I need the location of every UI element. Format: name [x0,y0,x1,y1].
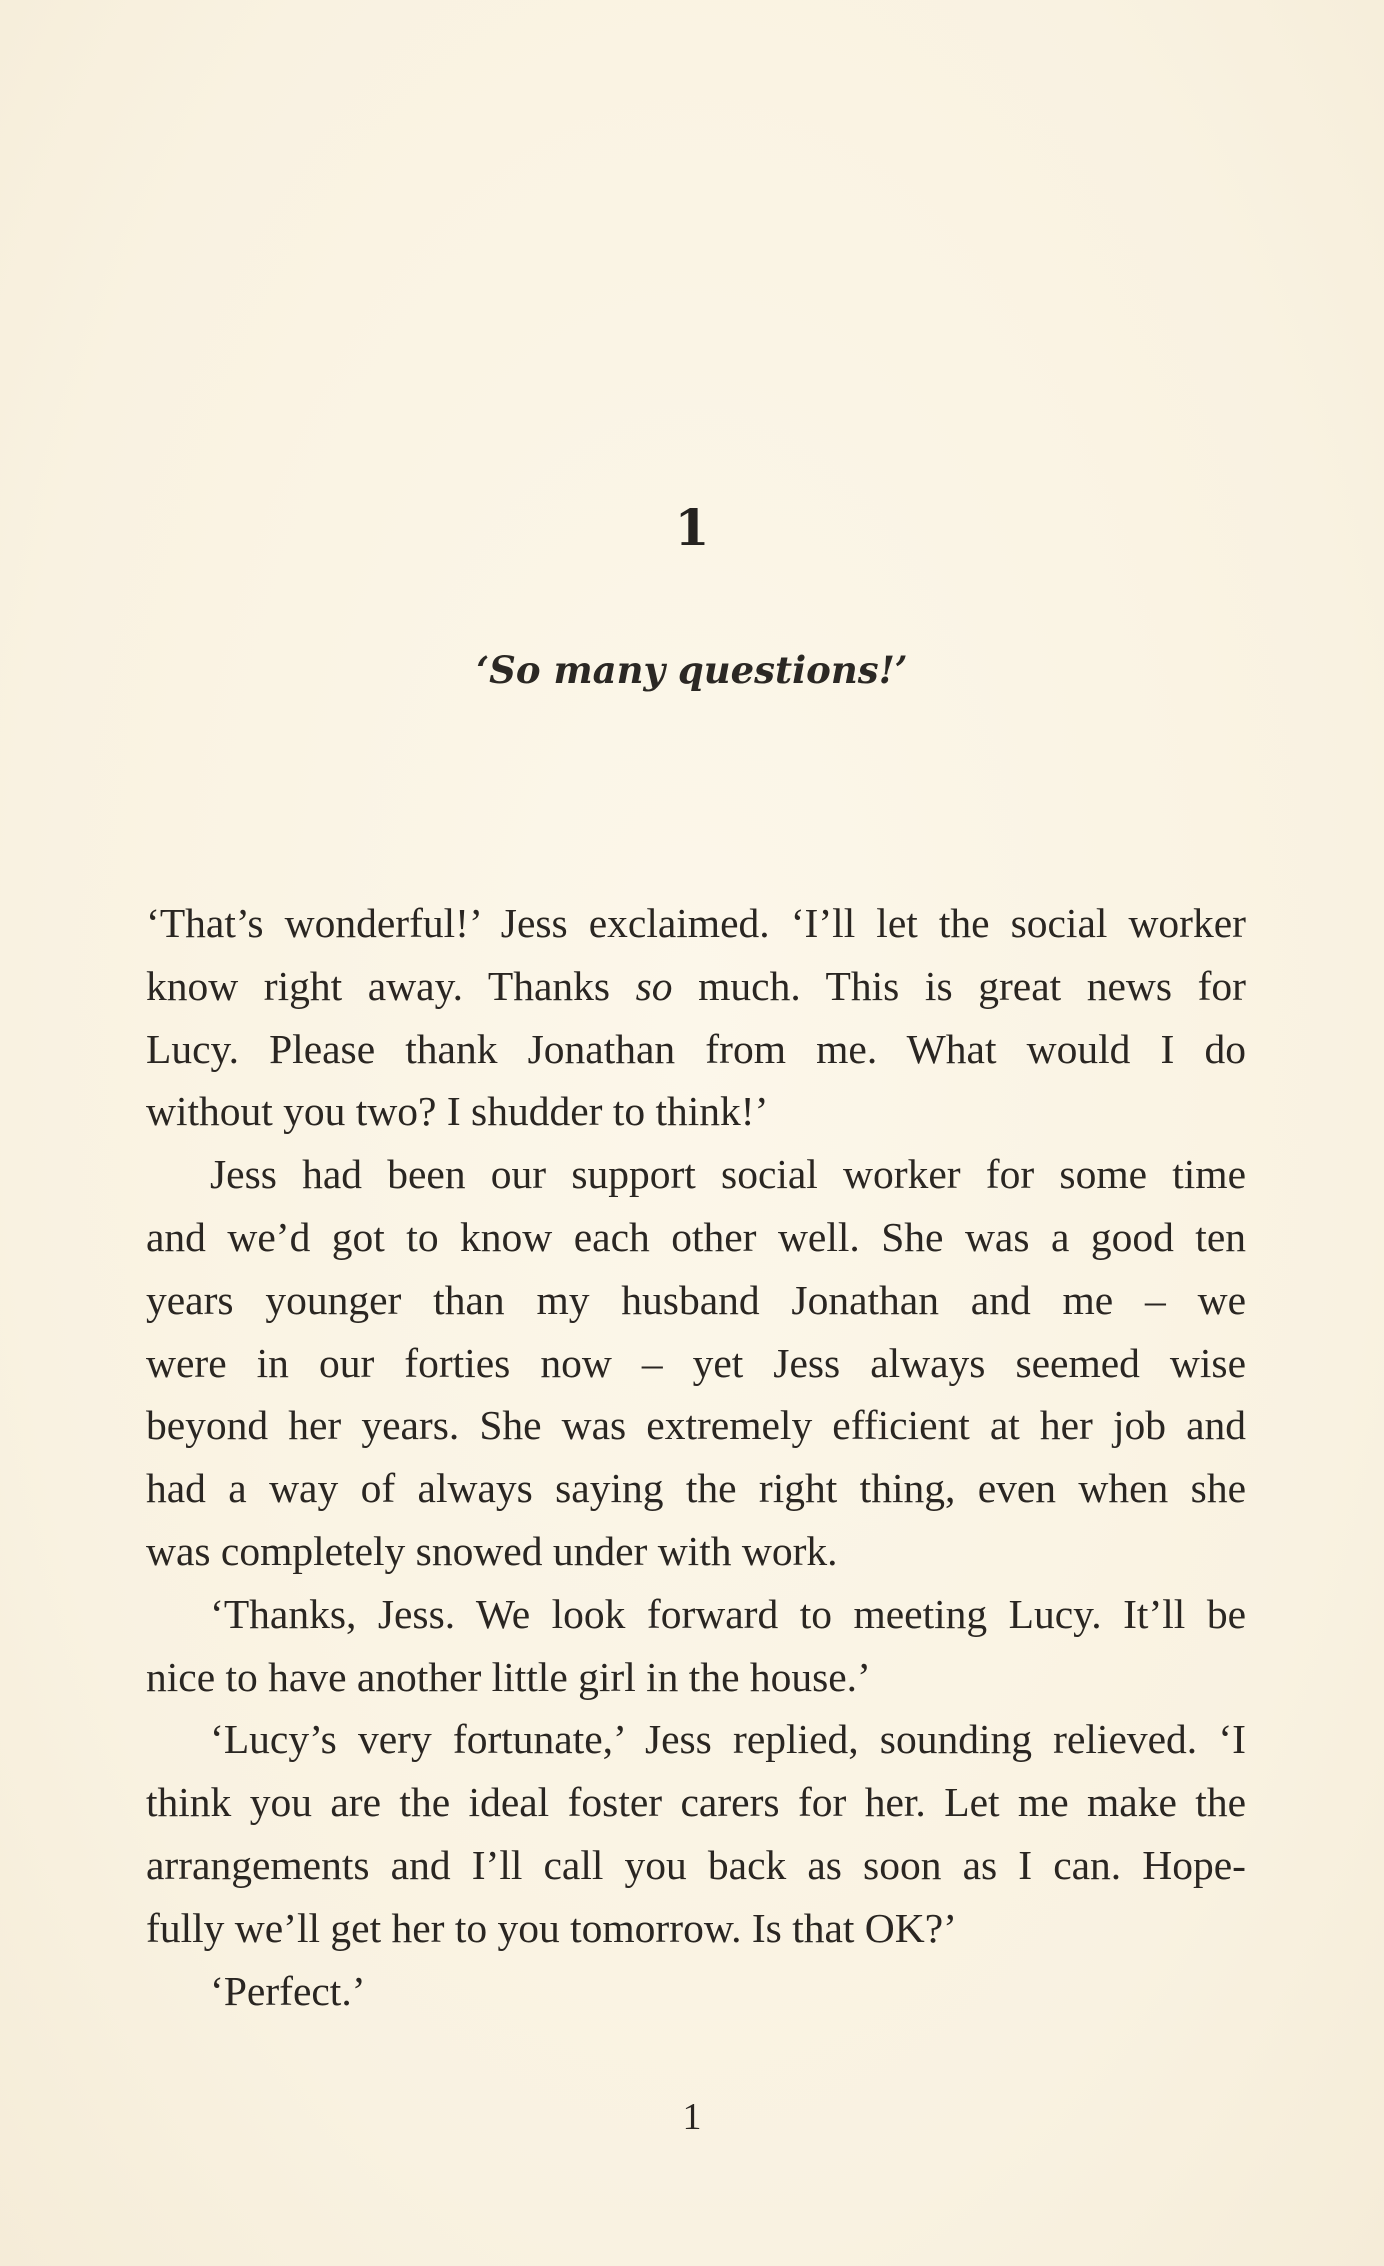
text-line: Jess had been our support social worker for some time [210,1151,1246,1198]
text-line: and we’d got to know each other well. She was a good ten [146,1213,1246,1260]
chapter-title: ‘So many questions!’ [476,648,908,692]
text-line: ‘Lucy’s very fortunate,’ Jess replied, sounding relieved. ‘I [210,1716,1246,1763]
text-line: ‘That’s wonderful!’ Jess exclaimed. ‘I’ll let the social worker [146,900,1246,946]
paragraph [146,1960,1246,2023]
text-line: had a way of always saying the right thing, even when she [146,1465,1246,1512]
text-line: years younger than my husband Jonathan and me – we [146,1276,1246,1323]
body-text [146,892,1246,2022]
paragraph [146,892,1246,1143]
emphasis-word: so [635,962,673,1009]
text-line: arrangements and I’ll call you back as soon as I can. Hope- [146,1841,1246,1888]
text-line: beyond her years. She was extremely efficient at her job and [146,1402,1246,1449]
text-line: ‘Thanks, Jess. We look forward to meeting Lucy. It’ll be [210,1590,1246,1637]
text-line-content: know right away. Thanks so much. This is great news for [146,962,1247,1009]
text-line: ‘Perfect.’ [210,1967,366,2014]
chapter-number: 1 [674,498,710,557]
text-line: was completely snowed under with work. [146,1527,838,1574]
paragraph [146,1583,1246,1709]
text-line: were in our forties now – yet Jess always seemed wise [146,1339,1246,1386]
text-line: without you two? I shudder to think!’ [146,1088,769,1135]
text-line: think you are the ideal foster carers for her. Let me make the [146,1779,1246,1826]
paragraph [146,1143,1246,1583]
text-line: fully we’ll get her to you tomorrow. Is that OK?’ [146,1904,957,1951]
text-line: nice to have another little girl in the house.’ [146,1653,871,1700]
text-line: Lucy. Please thank Jonathan from me. What would I do [146,1025,1246,1072]
page-number: 1 [682,2096,702,2138]
paragraph [146,1708,1246,1959]
text-line [146,955,1246,1018]
